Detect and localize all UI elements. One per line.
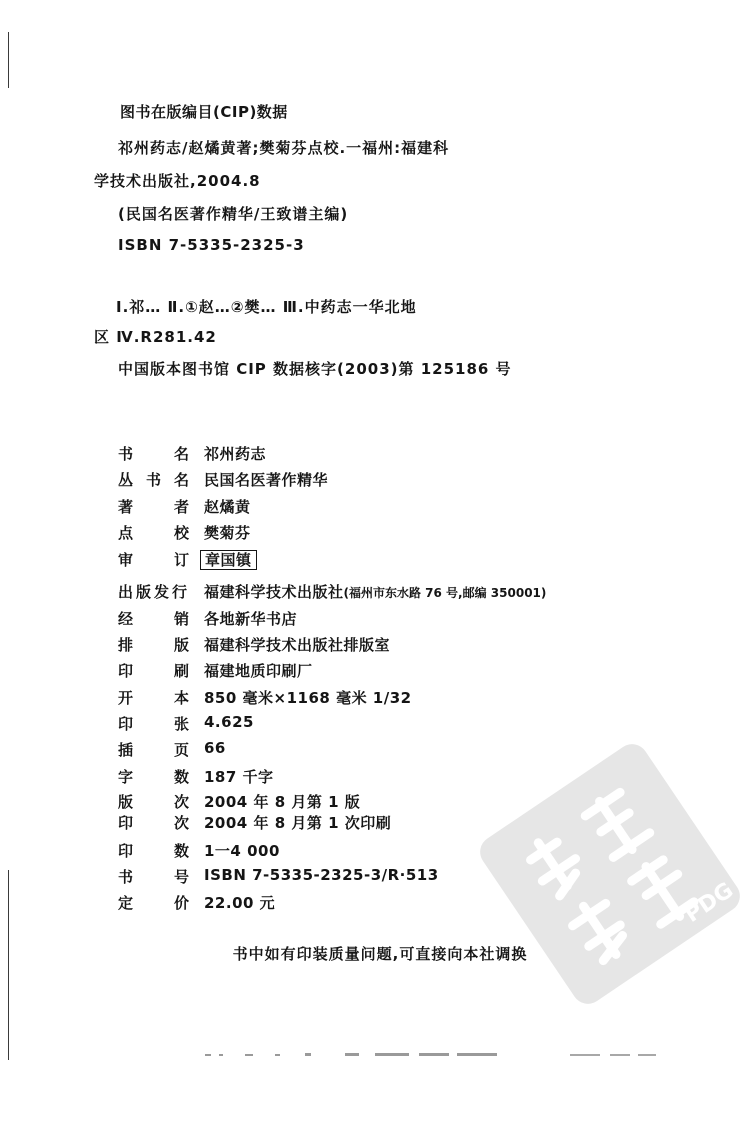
quality-notice: 书中如有印装质量问题,可直接向本社调换 [232, 945, 528, 963]
spec-label: 开 本 [118, 689, 190, 707]
spec-value-text: 1一4 000 [204, 842, 280, 860]
spec-value-text: 祁州药志 [204, 445, 267, 463]
scan-noise [205, 1052, 505, 1058]
spec-value [204, 892, 275, 913]
cip-line-3: (民国名医著作精华/王致谱主编) [118, 205, 349, 223]
spec-value-text: 2004 年 8 月第 1 次印刷 [204, 814, 392, 832]
spec-value-text: 187 千字 [204, 768, 274, 786]
cip-line-2: 学技术出版社,2004.8 [94, 172, 261, 190]
spec-label: 丛 书 名 [118, 471, 190, 489]
spec-label: 点 校 [118, 524, 190, 542]
cip-line-6: 区 Ⅳ.R281.42 [94, 328, 217, 346]
spec-value-text: ISBN 7-5335-2325-3/R·513 [204, 866, 439, 884]
spec-label: 书 号 [118, 868, 190, 886]
spec-value-text: 4.625 [204, 713, 254, 731]
spec-value [204, 840, 280, 861]
spec-label: 印 数 [118, 842, 190, 860]
spec-value [204, 443, 266, 464]
spec-value-text: 66 [204, 739, 226, 757]
spec-value [204, 713, 254, 731]
spec-label: 印 次 [118, 814, 190, 832]
spec-value [204, 496, 251, 517]
spec-label: 版 次 [118, 793, 190, 811]
spec-value [204, 581, 546, 602]
spec-label: 定 价 [118, 894, 190, 912]
spec-value [204, 866, 439, 884]
spec-value [204, 634, 390, 655]
spec-value-text: 850 毫米×1168 毫米 1/32 [204, 689, 412, 707]
spec-label: 审 订 [118, 551, 190, 569]
spec-value-text: 福建科学技术出版社排版室 [204, 636, 391, 654]
spec-value-text: 福建科学技术出版社 [204, 583, 344, 601]
spec-value [204, 766, 274, 787]
spec-label: 出 版 发 行 [118, 583, 188, 601]
spec-value [204, 660, 313, 681]
cip-line-1: 祁州药志/赵燏黄著;樊菊芬点校.一福州:福建科 [118, 139, 450, 157]
spec-value [204, 522, 251, 543]
cip-line-7: 中国版本图书馆 CIP 数据核字(2003)第 125186 号 [118, 360, 512, 378]
spec-value [204, 791, 360, 812]
cip-line-5: Ⅰ.祁… Ⅱ.①赵…②樊… Ⅲ.中药志一华北地 [116, 298, 417, 316]
spec-value [204, 812, 391, 833]
spec-label: 书 名 [118, 445, 190, 463]
seal-text: PDG [680, 877, 739, 928]
spec-label: 印 张 [118, 715, 190, 733]
cip-line-4: ISBN 7-5335-2325-3 [118, 236, 305, 254]
spec-value-note: (福州市东水路 76 号,邮编 350001) [343, 586, 547, 600]
scan-edge-line [8, 870, 9, 1060]
scan-noise [570, 1052, 660, 1058]
scan-edge-line [8, 32, 9, 88]
spec-value [204, 469, 328, 490]
spec-value-text: 赵燏黄 [204, 498, 251, 516]
spec-value-text: 2004 年 8 月第 1 版 [204, 793, 361, 811]
cip-title: 图书在版编目(CIP)数据 [120, 103, 288, 121]
spec-value [204, 549, 257, 570]
spec-label: 插 页 [118, 741, 190, 759]
spec-label: 字 数 [118, 768, 190, 786]
spec-value-text: 福建地质印刷厂 [204, 662, 313, 680]
spec-value-text: 章国镇 [200, 550, 257, 570]
spec-label: 著 者 [118, 498, 190, 516]
spec-value-text: 樊菊芬 [204, 524, 251, 542]
spec-value [204, 608, 297, 629]
spec-value-text: 22.00 元 [204, 894, 276, 912]
spec-value [204, 687, 412, 708]
spec-value [204, 739, 226, 757]
spec-value-text: 民国名医著作精华 [204, 471, 329, 489]
spec-label: 排 版 [118, 636, 190, 654]
spec-label: 经 销 [118, 610, 190, 628]
spec-value-text: 各地新华书店 [204, 610, 298, 628]
spec-label: 印 刷 [118, 662, 190, 680]
